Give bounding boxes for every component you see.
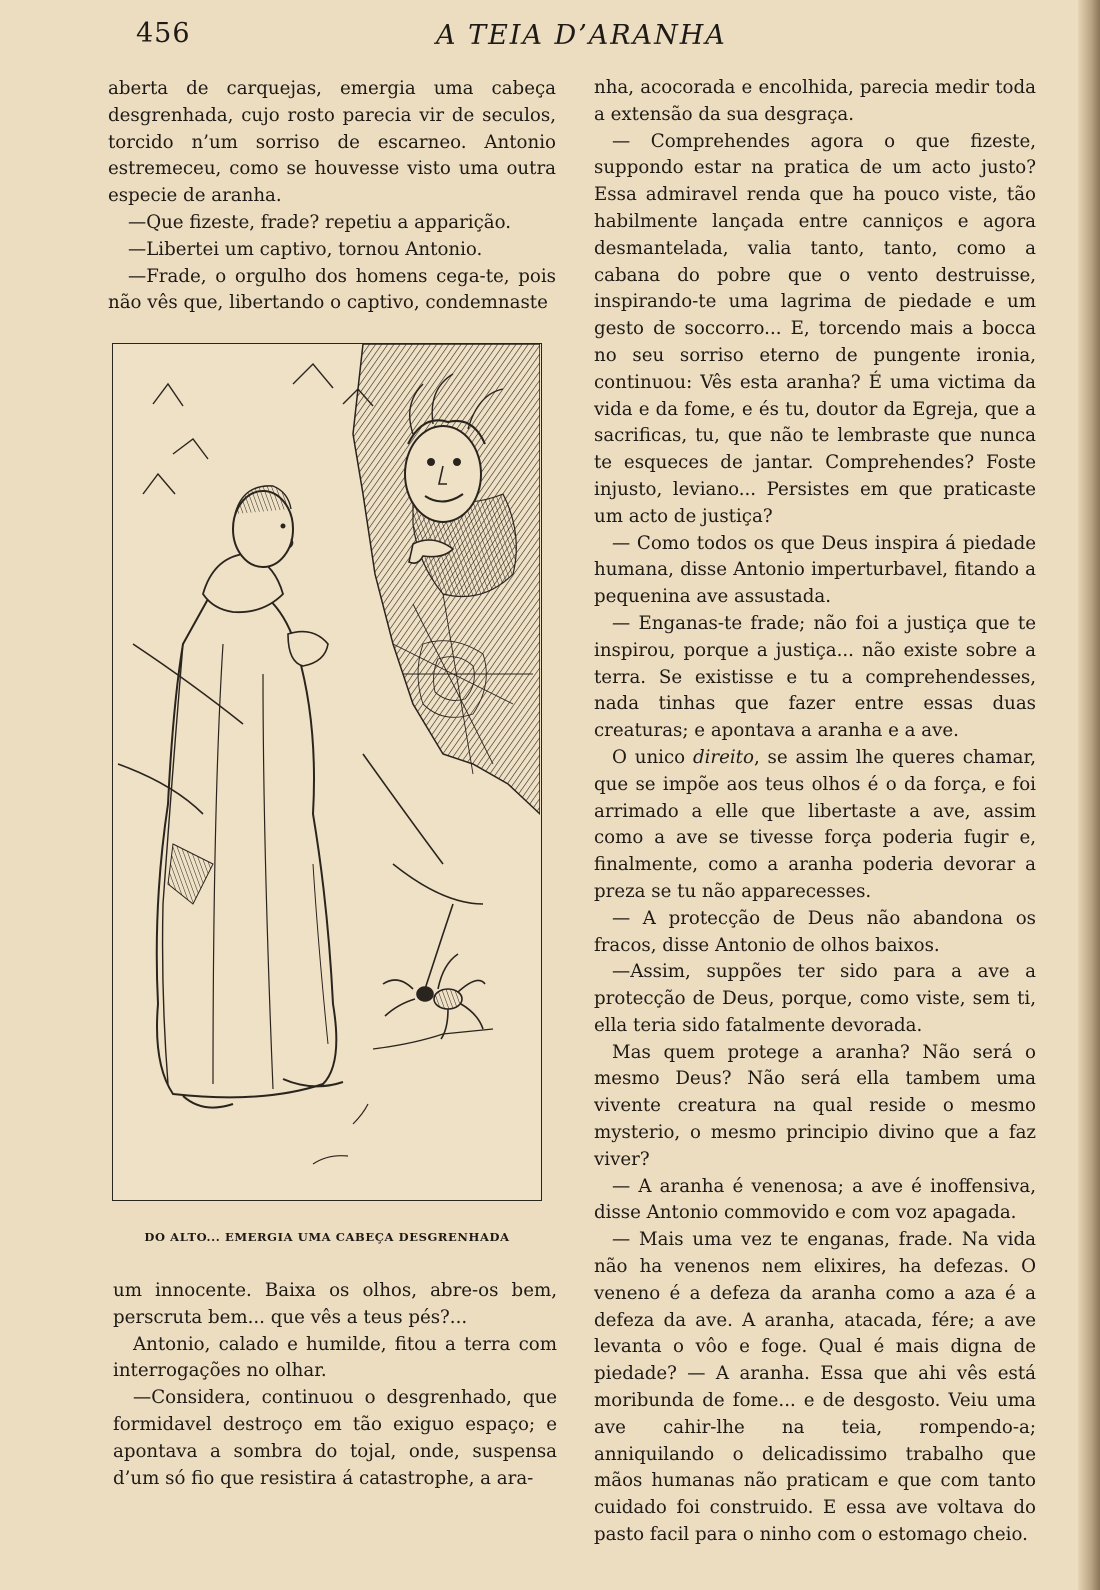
spider	[383, 904, 485, 1039]
page-number: 456	[136, 18, 191, 49]
paragraph: —Assim, suppões ter sido para a ave a protecção de Deus, porque, como viste, sem ti, ella teria sido fatalmente devorada.	[594, 961, 1036, 1036]
paragraph: Antonio, calado e humilde, fitou a terra com interrogações no olhar.	[113, 1333, 557, 1382]
page-gutter-shadow	[1078, 0, 1100, 1590]
paragraph: —Libertei um captivo, tornou Antonio.	[128, 238, 483, 260]
paragraph: —Frade, o orgulho dos homens cega-te, pois não vês que, libertando o captivo, condemnaste	[108, 265, 556, 314]
paragraph-with-italic: O unico direito, se assim lhe queres chamar, que se impõe aos teus olhos é o da força, e foi arrimado a elle que libertaste a ave, assim como a ave se tivesse força poderia fugir e, finalmente, como a aranha poderia devorar a preza se tu não apparecesses.	[594, 746, 1036, 902]
ground	[313, 1029, 493, 1164]
paragraph: — Como todos os que Deus inspira á piedade humana, disse Antonio imperturbavel, fitando a pequenina ave assustada.	[594, 532, 1036, 608]
paragraph: — Comprehendes agora o que fizeste, suppondo estar na pratica de um acto justo? Essa admiravel renda que ha pouco viste, tão habilmente lançada entre canniços e agora desmantelada, valia tanto, tanto, como a cabana do pobre que o vento destruisse, inspirando-te uma lagrima de piedade e um gesto de soccorro... E, torcendo mais a bocca no seu sorriso eterno de pungente ironia, continuou: Vês esta aranha? É uma victima da vida e da fome, e és tu, doutor da Egreja, que a sacrificas, tu, que não te lembraste que nunca te esqueces de jantar. Comprehendes? Foste injusto, leviano... Persistes em que praticaste um acto de justiça?	[594, 130, 1036, 527]
paragraph: — A protecção de Deus não abandona os fracos, disse Antonio de olhos baixos.	[594, 907, 1036, 956]
illustration-caption: DO ALTO... EMERGIA UMA CABEÇA DESGRENHADA	[144, 1230, 510, 1244]
italic-word: direito	[692, 746, 754, 768]
paragraph: nha, acocorada e encolhida, parecia medir toda a extensão da sua desgraça.	[594, 77, 1036, 125]
leaves	[143, 364, 373, 494]
paragraph: —Considera, continuou o desgrenhado, que formidavel destroço em tão exiguo espaço; e apontava a sombra do tojal, onde, suspensa d’um só fio que resistira á catastrophe, a ara-	[113, 1387, 557, 1489]
friar-figure	[157, 486, 343, 1108]
right-column	[594, 75, 1036, 1549]
paragraph: — Mais uma vez te enganas, frade. Na vida não ha venenos nem elixires, ha defezas. O veneno é a defeza da aranha como a aza é a defeza da ave. A aranha, atacada, fére; a ave levanta o vôo e foge. Qual é mais digna de piedade? — A aranha. Essa que ahi vês está moribunda de fome... e de desgosto. Veiu uma ave cahir-lhe na teia, rompendo-a; anniquilando o delicadissimo trabalho que mãos humanas não praticam e que com tanto cuidado foi construido. E essa ave voltava do pasto facil para o ninho com o estomago cheio.	[594, 1229, 1036, 1546]
paragraph: aberta de carquejas, emergia uma cabeça desgrenhada, cujo rosto parecia vir de seculos, torcido n’um sorriso de escarneo. Antonio estremeceu, como se houvesse visto uma outra especie de aranha.	[108, 78, 556, 207]
left-column-bottom	[113, 1278, 557, 1492]
paragraph: —Que fizeste, frade? repetiu a apparição.	[128, 211, 512, 233]
paragraph: Mas quem protege a aranha? Não será o mesmo Deus? Não será ella tambem uma vivente creatura na qual reside o mesmo mysterio, o mesmo principio divino que a faz viver?	[594, 1041, 1036, 1170]
running-title: A TEIA D’ARANHA	[436, 20, 727, 51]
paragraph: um innocente. Baixa os olhos, abre-os bem, perscruta bem... que vês a teus pés?...	[113, 1280, 557, 1328]
left-column-top	[108, 76, 556, 317]
paragraph: — A aranha é venenosa; a ave é inoffensiva, disse Antonio commovido e com voz apagada.	[594, 1175, 1036, 1224]
illustration-friar-and-spider	[112, 343, 542, 1201]
paragraph: — Enganas-te frade; não foi a justiça que te inspirou, porque a justiça... não existe sobre a terra. Se existisse e tu a comprehendesses, nada tinhas que fazer entre essas duas creaturas; e apontava a aranha e a ave.	[594, 612, 1036, 742]
engraving-drawing	[113, 344, 540, 1199]
